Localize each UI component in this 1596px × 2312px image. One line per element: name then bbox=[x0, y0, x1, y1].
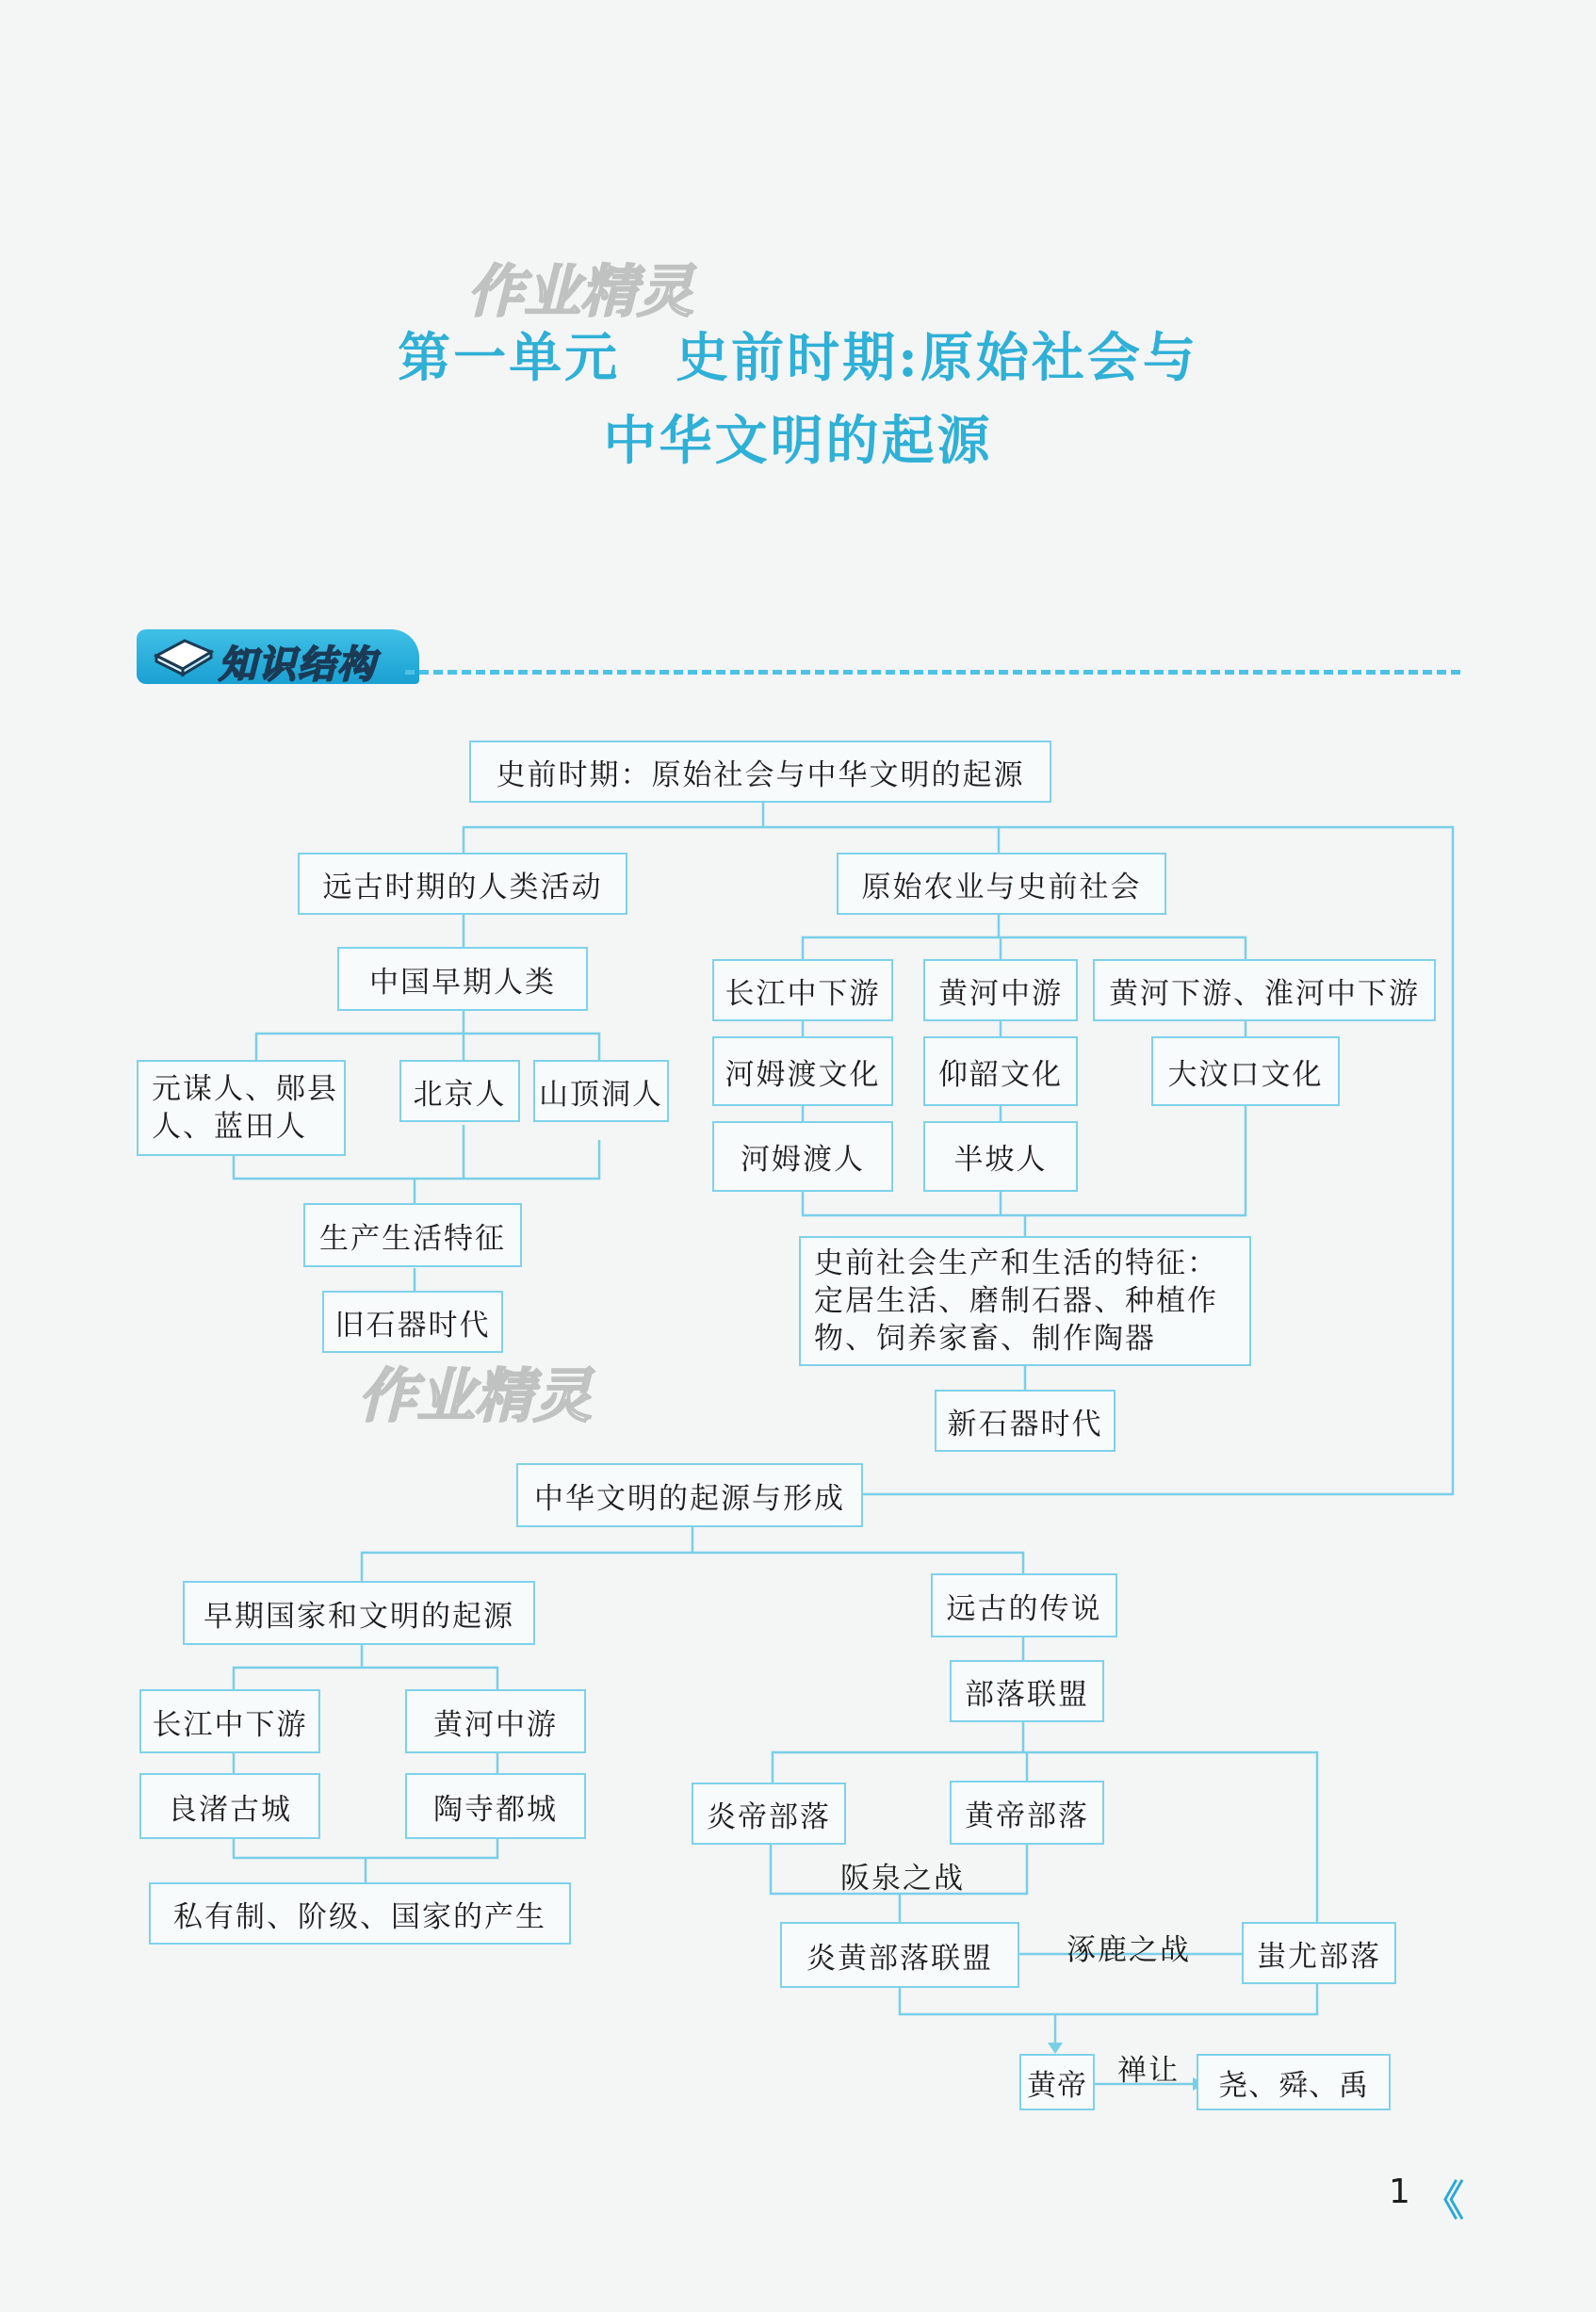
node-paleolithic: 旧石器时代 bbox=[322, 1291, 503, 1353]
node-chiyou-tribe: 蚩尤部落 bbox=[1242, 1922, 1396, 1984]
node-tribal-alliance: 部落联盟 bbox=[950, 1660, 1104, 1722]
node-hemudu-people: 河姆渡人 bbox=[712, 1121, 893, 1192]
node-huangdi-tribe: 黄帝部落 bbox=[950, 1781, 1104, 1845]
node-huangdi: 黄帝 bbox=[1019, 2054, 1095, 2110]
node-yangshao-culture: 仰韶文化 bbox=[923, 1036, 1078, 1106]
unit-title-line1: 第一单元 史前时期:原始社会与 bbox=[398, 327, 1198, 389]
unit-title-line2: 中华文明的起源 bbox=[603, 410, 993, 472]
node-neolithic: 新石器时代 bbox=[935, 1390, 1116, 1452]
node-yellow-river-middle: 黄河中游 bbox=[923, 959, 1078, 1021]
node-dawenkou-culture: 大汶口文化 bbox=[1151, 1036, 1340, 1106]
node-root: 史前时期：原始社会与中华文明的起源 bbox=[469, 741, 1051, 803]
node-banpo-people: 半坡人 bbox=[923, 1121, 1078, 1192]
node-early-state: 早期国家和文明的起源 bbox=[183, 1581, 535, 1645]
node-hemudu-culture: 河姆渡文化 bbox=[712, 1036, 893, 1106]
node-civilization-origin: 中华文明的起源与形成 bbox=[516, 1463, 863, 1527]
node-production-life: 生产生活特征 bbox=[303, 1203, 522, 1267]
node-beijing-man: 北京人 bbox=[399, 1060, 520, 1122]
node-legends: 远古的传说 bbox=[931, 1573, 1117, 1637]
node-ancient-activity: 远古时期的人类活动 bbox=[298, 853, 627, 915]
edge-label-zhuolu: 涿鹿之战 bbox=[1067, 1933, 1191, 1967]
node-private-property: 私有制、阶级、国家的产生 bbox=[149, 1882, 571, 1945]
node-liangzhu-city: 良渚古城 bbox=[139, 1773, 320, 1839]
node-yangtze-mid-lower: 长江中下游 bbox=[712, 959, 893, 1021]
node-yuanmou: 元谋人、郧县人、蓝田人 bbox=[137, 1060, 346, 1156]
page-number: 1 bbox=[1389, 2173, 1410, 2211]
node-yao-shun-yu: 尧、舜、禹 bbox=[1197, 2054, 1391, 2110]
node-primitive-agriculture: 原始农业与史前社会 bbox=[837, 853, 1166, 915]
node-prehistoric-features: 史前社会生产和生活的特征：定居生活、磨制石器、种植作物、饲养家畜、制作陶器 bbox=[799, 1236, 1251, 1366]
node-early-humans: 中国早期人类 bbox=[337, 947, 588, 1011]
node-yellow-huai-lower: 黄河下游、淮河中下游 bbox=[1093, 959, 1436, 1021]
watermark-middle: 作业精灵 bbox=[358, 1361, 593, 1430]
node-yanhuang-alliance: 炎黄部落联盟 bbox=[780, 1922, 1019, 1988]
node-shandingdong-man: 山顶洞人 bbox=[533, 1060, 669, 1122]
node-yandi-tribe: 炎帝部落 bbox=[692, 1783, 846, 1845]
edge-label-shanrang: 禅让 bbox=[1117, 2054, 1180, 2088]
node-yangtze-lower-2: 长江中下游 bbox=[139, 1689, 320, 1753]
node-yellow-middle-2: 黄河中游 bbox=[405, 1689, 586, 1753]
section-label: 知识结构 bbox=[219, 643, 377, 687]
page-arrow-icon: 《 bbox=[1423, 2177, 1464, 2225]
node-taosi-capital: 陶寺都城 bbox=[405, 1773, 586, 1839]
edge-label-banquan: 阪泉之战 bbox=[840, 1862, 965, 1896]
watermark-top: 作业精灵 bbox=[467, 259, 693, 325]
